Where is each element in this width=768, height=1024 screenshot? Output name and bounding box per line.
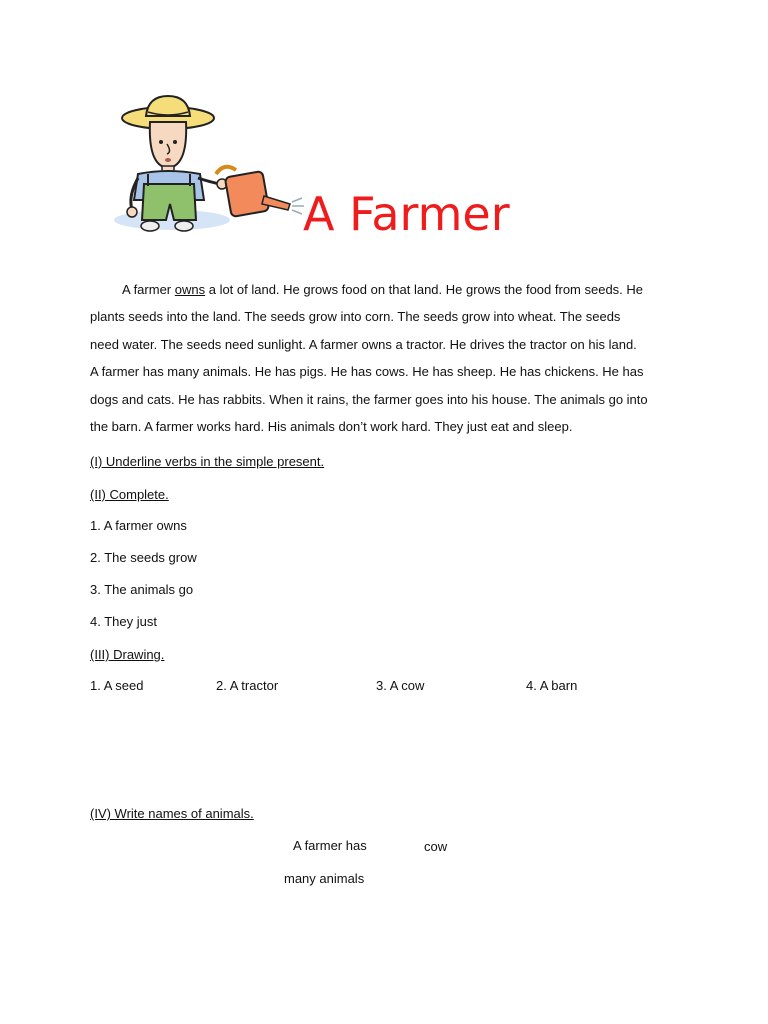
drawing-item-3: 3. A cow	[376, 678, 425, 693]
passage-line-2: plants seeds into the land. The seeds grow into corn. The seeds grow into wheat. The seeds	[90, 309, 621, 324]
complete-item-2: 2. The seeds grow	[90, 550, 197, 565]
section-1-heading: (I) Underline verbs in the simple present.	[90, 454, 325, 469]
section-4-heading: (IV) Write names of animals.	[90, 806, 254, 821]
complete-item-4: 4. They just	[90, 614, 157, 629]
watering-can-icon	[216, 167, 304, 217]
farmer-illustration	[112, 92, 312, 242]
animals-center-line-2: many animals	[284, 871, 365, 886]
complete-item-3: 3. The animals go	[90, 582, 194, 597]
passage-line-5: dogs and cats. He has rabbits. When it rains, the farmer goes into his house. The animals go into	[90, 392, 648, 407]
complete-item-1: 1. A farmer owns	[90, 518, 187, 533]
passage-line-4: A farmer has many animals. He has pigs. He has cows. He has sheep. He has chickens. He has	[90, 364, 644, 379]
animal-example: cow	[424, 839, 448, 854]
section-3-heading: (III) Drawing.	[90, 647, 165, 662]
worksheet-title: A Farmer	[303, 187, 510, 241]
passage-line-3: need water. The seeds need sunlight. A farmer owns a tractor. He drives the tractor on his land.	[90, 337, 637, 352]
drawing-item-4: 4. A barn	[526, 678, 578, 693]
section-2-heading: (II) Complete.	[90, 487, 169, 502]
animals-center-line-1: A farmer has	[293, 838, 367, 853]
underlined-verb: owns	[174, 282, 206, 297]
passage-line-1	[122, 282, 643, 297]
drawing-item-2: 2. A tractor	[216, 678, 279, 693]
passage-text: A farmer	[122, 282, 175, 297]
passage-line-6: the barn. A farmer works hard. His animals don’t work hard. They just eat and sleep.	[90, 419, 573, 434]
passage-text: a lot of land. He grows food on that land. He grows the food from seeds. He	[205, 282, 644, 297]
drawing-item-1: 1. A seed	[90, 678, 144, 693]
